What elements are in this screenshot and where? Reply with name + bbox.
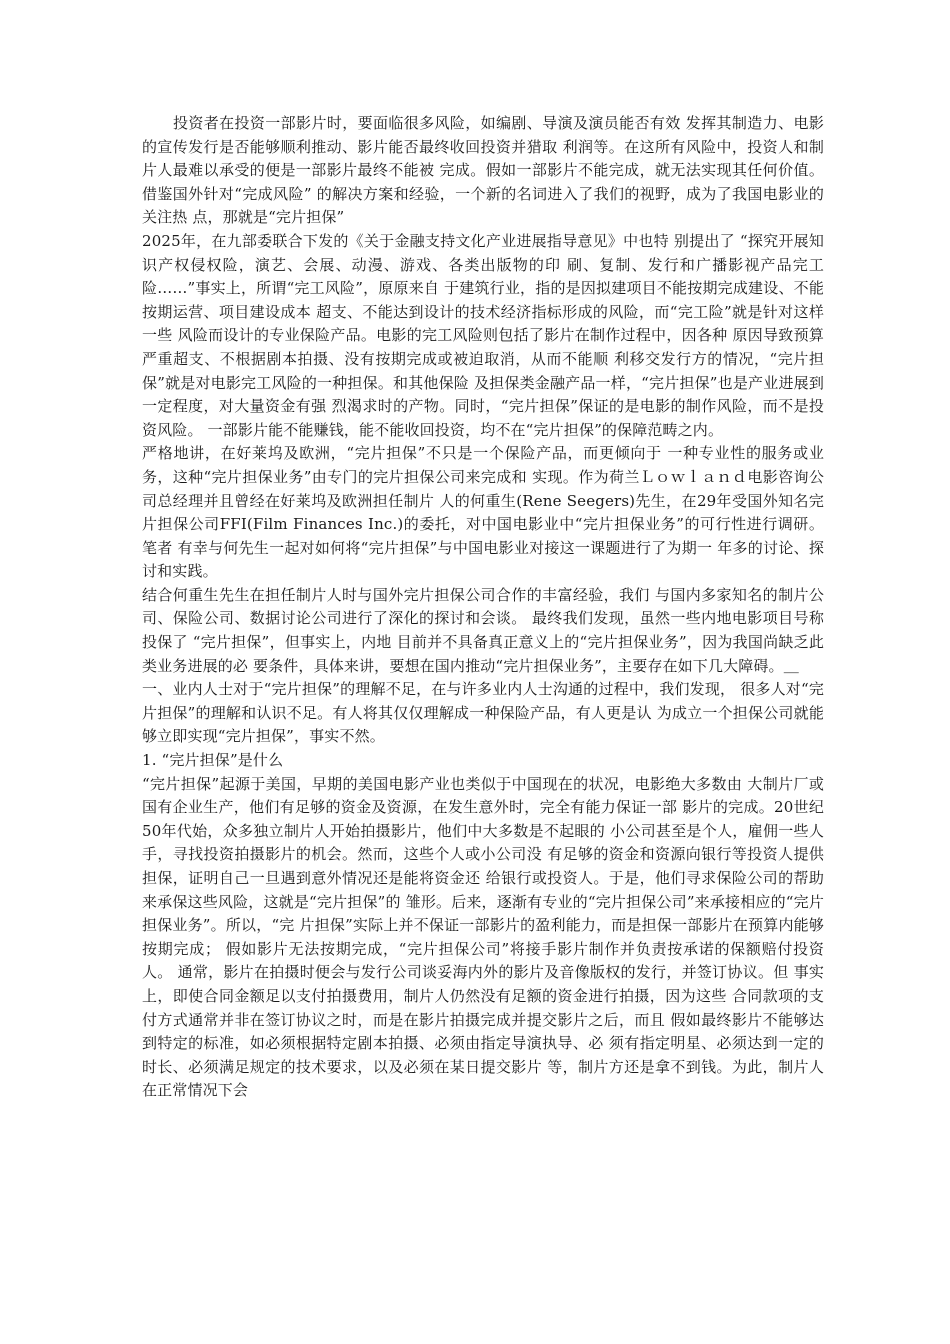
paragraph-section-one: 一、业内人士对于“完片担保”的理解不足，在与许多业内人士沟通的过程中，我们发现， 很多人对“完片担保”的理解和认识不足。有人将其仅仅理解成一种保险产品，有人更是认 为成立一个担保公司就能够立即实现“完片担保”，事实不然。 <box>142 680 824 746</box>
paragraph-hollywood: 严格地讲，在好莱坞及欧洲，“完片担保”不只是一个保险产品，而更倾向于 一种专业性的服务或业务，这种“完片担保业务”由专门的完片担保公司来完成和 实现。作为荷兰Ｌｏｗｌａｎｄ电影咨询公司总经理并且曾经在好莱坞及欧洲担任制片 人的何重生(Rene Seegers)先生，在29年受国外知名完片担保公司FFI(Film Finances Inc.)的委托，对中国电影业中“完片担保业务”的可行性进行调研。笔者 有幸与何先生一起对如何将“完片担保”与中国电影业对接这一课题进行了为期一 年多的讨论、探讨和实践。 <box>142 444 824 581</box>
paragraph-origin: “完片担保”起源于美国，早期的美国电影产业也类似于中国现在的状况，电影绝大多数由 大制片厂或国有企业生产，他们有足够的资金及资源，在发生意外时，完全有能力保证一部 影片的完成。20世纪50年代始，众多独立制片人开始拍摄影片，他们中大多数是不起眼的 小公司甚至是个人，雇佣一些人手，寻找投资拍摄影片的机会。然而，这些个人或小公司没 有足够的资金和资源向银行等投资人提供担保，证明自己一旦遇到意外情况还是能将资金还 给银行或投资人。于是，他们寻求保险公司的帮助来承保这些风险，这就是“完片担保”的 雏形。后来，逐渐有专业的“完片担保公司”来承接相应的“完片担保业务”。所以，“完 片担保”实际上并不保证一部影片的盈利能力，而是担保一部影片在预算内能够按期完成； 假如影片无法按期完成，“完片担保公司”将接手影片制作并负责按承诺的保额赔付投资人。 通常，影片在拍摄时便会与发行公司谈妥海内外的影片及音像版权的发行，并签订协议。但 事实上，即使合同金额足以支付拍摄费用，制片人仍然没有足额的资金进行拍摄，因为这些 合同款项的支付方式通常并非在签订协议之时，而是在影片拍摄完成并提交影片之后，而且 假如最终影片不能够达到特定的标准，如必须根据特定剧本拍摄、必须由指定导演执导、必 须有指定明星、必须达到一定的时长、必须满足规定的技术要求，以及必须在某日提交影片 等，制片方还是拿不到钱。为此，制片人在正常情况下会 <box>142 774 824 1100</box>
paragraph-policy: 2025年，在九部委联合下发的《关于金融支持文化产业进展指导意见》中也特 别提出了 “探究开展知识产权侵权险，演艺、会展、动漫、游戏、各类出版物的印 刷、复制、发行和广播影视产品完工险……”事实上，所谓“完工风险”，原原来自 于建筑行业，指的是因拟建项目不能按期完成建设、不能按期运营、项目建设成本 超支、不能达到设计的技术经济指标形成的风险，而“完工险”就是针对这样一些 风险而设计的专业保险产品。电影的完工风险则包括了影片在制作过程中，因各种 原因导致预算严重超支、不根据剧本拍摄、没有按期完成或被迫取消，从而不能顺 利移交发行方的情况，“完片担保”就是对电影完工风险的一种担保。和其他保险 及担保类金融产品一样，“完片担保”也是产业进展到一定程度，对大量资金有强 烈渴求时的产物。同时，“完片担保”保证的是电影的制作风险，而不是投资风险。 一部影片能不能赚钱，能不能收回投资，均不在“完片担保”的保障范畴之内。 <box>142 231 824 439</box>
paragraph-findings: 结合何重生先生在担任制片人时与国外完片担保公司合作的丰富经验，我们 与国内多家知名的制片公司、保险公司、数据讨论公司进行了深化的探讨和会谈。 最终我们发现，虽然一些内地电影项目号称投保了 “完片担保”，但事实上，内地 目前并不具备真正意义上的“完片担保业务”，因为我国尚缺乏此类业务进展的必 要条件，具体来讲，要想在国内推动“完片担保业务”，主要存在如下几大障碍。＿ <box>142 585 824 675</box>
document-body <box>142 112 824 1103</box>
paragraph-intro: 投资者在投资一部影片时，要面临很多风险，如编剧、导演及演员能否有效 发挥其制造力、电影的宣传发行是否能够顺利推动、影片能否最终收回投资并猎取 利润等。在这所有风险中，投资人和制片人最难以承受的便是一部影片最终不能被 完成。假如一部影片不能完成，就无法实现其任何价值。借鉴国外针对“完成风险” 的解决方案和经验，一个新的名词进入了我们的视野，成为了我国电影业的关注热 点，那就是“完片担保” <box>142 114 824 227</box>
subheading-what-is: 1. “完片担保”是什么 <box>142 751 284 770</box>
